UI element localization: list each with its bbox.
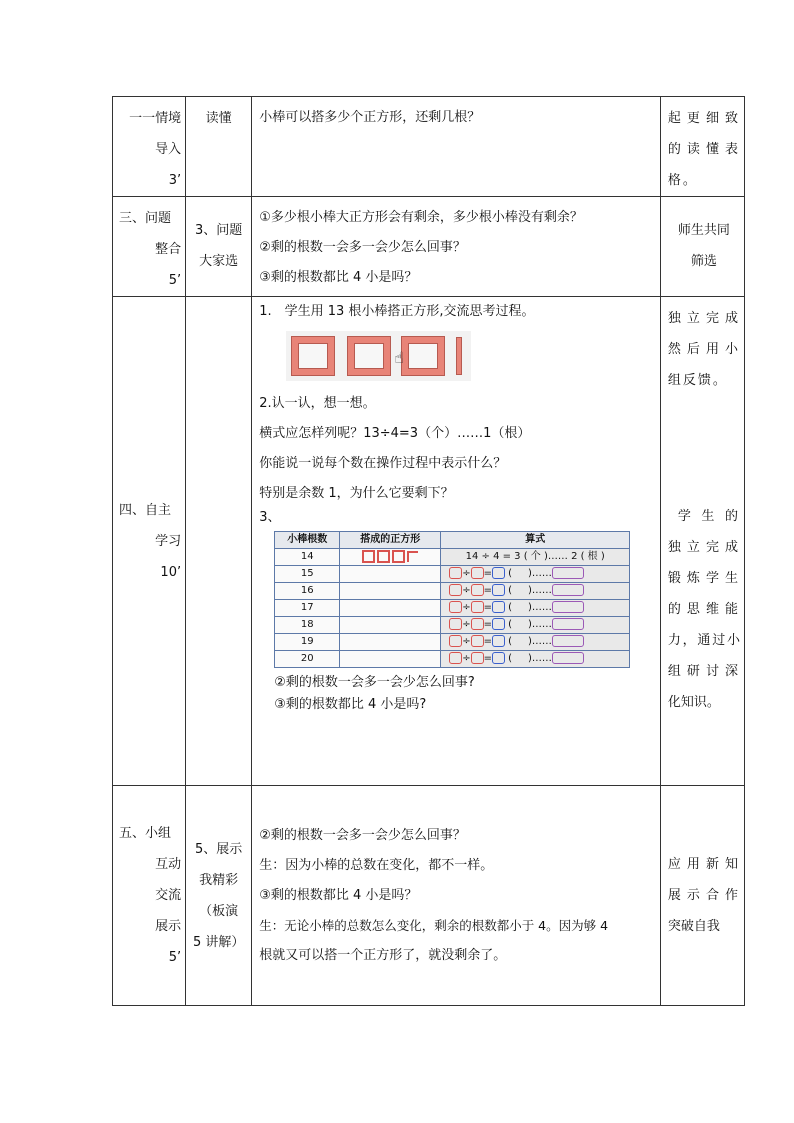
stick-count: 19 <box>275 634 340 651</box>
formula-symbol: ÷ <box>462 653 471 664</box>
col-header: 算式 <box>441 532 630 549</box>
content-line: ③剩的根数都比 4 小是吗？ <box>259 887 418 903</box>
note-line: 然后用小 <box>667 342 740 357</box>
row-self-study <box>113 297 745 786</box>
step-line: 我精彩 <box>199 872 239 888</box>
squares-blank[interactable] <box>340 600 441 617</box>
exercise-row <box>275 600 630 617</box>
step-cell <box>186 786 252 1006</box>
exercise-row <box>275 634 630 651</box>
answer-box[interactable] <box>552 652 584 664</box>
stick-count: 17 <box>275 600 340 617</box>
note-line: 组研讨深 <box>667 664 740 679</box>
squares-blank[interactable] <box>340 617 441 634</box>
content-line: ②剩的根数一会多一会少怎么回事？ <box>259 240 466 255</box>
pointer-hand-icon: ☝ <box>394 348 404 367</box>
squares-blank[interactable] <box>340 583 441 600</box>
exercise-row <box>275 583 630 600</box>
stick-square <box>292 337 334 375</box>
content-intro: 1. 学生用 13 根小棒搭正方形,交流思考过程。 <box>259 304 535 319</box>
stage-line: 3’ <box>168 173 182 188</box>
formula: 14 ÷ 4 = 3 ( 个 )…… 2 ( 根 ) <box>441 549 630 566</box>
content-line: 根就又可以搭一个正方形了，就没剩余了。 <box>259 947 507 963</box>
answer-box[interactable] <box>552 618 584 630</box>
formula-symbol: ÷ <box>462 585 471 596</box>
step-line: 大家选 <box>199 254 239 269</box>
note-line: 独立完成 <box>667 540 740 555</box>
stage-cell <box>113 97 186 197</box>
formula-symbol: ( <box>508 636 513 647</box>
formula-symbol: …… <box>531 602 552 613</box>
stick-count: 18 <box>275 617 340 634</box>
content-cell <box>252 786 661 1006</box>
answer-box[interactable] <box>471 601 484 613</box>
content-line: ③剩的根数都比 4 小是吗? <box>274 697 427 712</box>
squares-blank[interactable] <box>340 634 441 651</box>
formula-symbol: ÷ <box>462 568 471 579</box>
stage-line: 5’ <box>168 273 182 288</box>
answer-box[interactable] <box>449 601 462 613</box>
stage-line: 五、小组 <box>119 826 172 841</box>
answer-box[interactable] <box>471 618 484 630</box>
answer-box[interactable] <box>552 584 584 596</box>
step-line: （板演 <box>199 903 239 919</box>
formula-symbol: ) <box>527 636 532 647</box>
answer-box[interactable] <box>492 601 505 613</box>
formula-symbol: ) <box>527 602 532 613</box>
formula-symbol: = <box>483 653 492 664</box>
formula-symbol: ( <box>508 653 513 664</box>
formula-symbol: ÷ <box>462 636 471 647</box>
content-line: 特别是余数 1，为什么它要剩下？ <box>259 486 454 501</box>
formula-symbol: …… <box>531 653 552 664</box>
answer-box[interactable] <box>492 584 505 596</box>
formula-symbol: ( <box>508 602 513 613</box>
content-line: 生：无论小棒的总数怎么变化，剩余的根数都小于 4。因为够 4 <box>259 917 609 933</box>
exercise-table <box>274 531 630 668</box>
stage-line: 学习 <box>155 533 182 549</box>
row-group-display <box>113 786 745 1006</box>
formula-symbol: ) <box>527 585 532 596</box>
step-line: 5 讲解） <box>192 934 245 950</box>
formula-symbol: ) <box>527 619 532 630</box>
stick-count: 20 <box>275 651 340 668</box>
answer-box[interactable] <box>492 635 505 647</box>
step-cell <box>186 297 252 786</box>
stage-line: 展示 <box>155 919 182 934</box>
stage-cell <box>113 297 186 786</box>
stick-square <box>402 337 444 375</box>
formula-symbol: = <box>483 585 492 596</box>
answer-box[interactable] <box>449 652 462 664</box>
answer-box[interactable] <box>471 635 484 647</box>
row-situation <box>113 97 745 197</box>
content-cell <box>252 197 661 297</box>
answer-box[interactable] <box>449 635 462 647</box>
note-cell <box>660 197 744 297</box>
note-cell <box>660 786 744 1006</box>
note-line: 师生共同 <box>677 223 730 238</box>
formula-symbol: ) <box>527 653 532 664</box>
note-line: 锻炼学生 <box>667 571 740 586</box>
note-cell <box>660 297 744 786</box>
squares-blank[interactable] <box>340 566 441 583</box>
step-line: 5、展示 <box>195 841 243 857</box>
answer-box[interactable] <box>552 601 584 613</box>
answer-box[interactable] <box>471 652 484 664</box>
formula-symbol: ( <box>508 585 513 596</box>
formula-symbol: ( <box>508 568 513 579</box>
exercise-row <box>275 617 630 634</box>
squares-blank[interactable] <box>340 651 441 668</box>
step-line: 3、问题 <box>195 223 243 238</box>
content-line: ②剩的根数一会多一会少怎么回事？ <box>259 827 466 843</box>
stage-line: 三、问题 <box>119 211 172 226</box>
formula-symbol: …… <box>531 619 552 630</box>
formula-symbol: …… <box>531 585 552 596</box>
stick-count: 16 <box>275 583 340 600</box>
answer-box[interactable] <box>552 567 584 579</box>
formula-blank[interactable] <box>441 566 630 583</box>
note-line: 格。 <box>667 173 698 188</box>
note-line: 展示合作 <box>667 888 740 903</box>
exercise-row <box>275 566 630 583</box>
content-line: ③剩的根数都比 4 小是吗？ <box>259 270 418 285</box>
step-cell <box>186 197 252 297</box>
answer-box[interactable] <box>449 567 462 579</box>
content-line: 横式应怎样列呢？13÷4=3（个）……1（根） <box>259 426 531 441</box>
stage-line: 交流 <box>155 888 182 903</box>
answer-box[interactable] <box>449 584 462 596</box>
content-line: 你能说一说每个数在操作过程中表示什么？ <box>259 456 507 471</box>
stage-line: 整合 <box>155 242 182 257</box>
step-line: 读懂 <box>205 111 232 126</box>
formula-symbol: ) <box>527 568 532 579</box>
content-line: 3、 <box>259 510 281 525</box>
note-line: 突破自我 <box>667 919 720 934</box>
formula-symbol: = <box>483 568 492 579</box>
content-line: 生：因为小棒的总数在变化，都不一样。 <box>259 857 494 873</box>
content-line: ②剩的根数一会多一会少怎么回事? <box>274 675 475 690</box>
step-cell <box>186 97 252 197</box>
exercise-row <box>275 549 630 566</box>
note-line: 的思维能 <box>667 602 740 617</box>
stage-line: 导入 <box>155 142 182 157</box>
formula-blank[interactable] <box>441 583 630 600</box>
answer-box[interactable] <box>492 652 505 664</box>
stage-line: 一一情境 <box>129 111 182 126</box>
stage-line: 10’ <box>160 564 182 580</box>
formula-blank[interactable] <box>441 617 630 634</box>
note-line: 起更细致 <box>667 111 740 126</box>
formula-blank[interactable] <box>441 600 630 617</box>
note-line: 力，通过小 <box>667 633 740 648</box>
stage-line: 四、自主 <box>119 502 172 518</box>
formula-symbol: ( <box>508 619 513 630</box>
answer-box[interactable] <box>492 618 505 630</box>
content-line: 小棒可以搭多少个正方形，还剩几根？ <box>259 110 481 125</box>
answer-box[interactable] <box>471 567 484 579</box>
formula-symbol: = <box>483 619 492 630</box>
formula-blank[interactable] <box>441 651 630 668</box>
exercise-row <box>275 651 630 668</box>
note-cell <box>660 97 744 197</box>
formula-symbol: ÷ <box>462 602 471 613</box>
formula-symbol: …… <box>531 636 552 647</box>
formula-blank[interactable] <box>441 634 630 651</box>
content-cell <box>252 97 661 197</box>
note-line: 筛选 <box>690 254 717 269</box>
content-cell <box>252 297 661 786</box>
note-line: 化知识。 <box>667 695 720 710</box>
stick-count: 14 <box>275 549 340 566</box>
stage-cell <box>113 786 186 1006</box>
single-stick <box>456 337 462 375</box>
answer-box[interactable] <box>471 584 484 596</box>
col-header: 搭成的正方形 <box>340 532 441 549</box>
content-line: 2.认一认，想一想。 <box>259 396 376 411</box>
note-line: 组反馈。 <box>667 373 728 388</box>
formula-symbol: ÷ <box>462 619 471 630</box>
sticks-figure <box>286 331 471 381</box>
stage-line: 5’ <box>168 950 182 965</box>
answer-box[interactable] <box>449 618 462 630</box>
note-line: 独立完成 <box>667 311 740 326</box>
formula-symbol: …… <box>531 568 552 579</box>
lesson-plan-table <box>112 96 745 1006</box>
stick-square <box>348 337 390 375</box>
note-line: 学生的 <box>677 509 740 524</box>
note-line: 的读懂表 <box>667 142 740 157</box>
stick-count: 15 <box>275 566 340 583</box>
squares-drawing <box>340 549 441 566</box>
formula-symbol: = <box>483 636 492 647</box>
content-line: ①多少根小棒大正方形会有剩余，多少根小棒没有剩余？ <box>259 210 583 225</box>
note-line: 应用新知 <box>667 857 740 872</box>
row-problem-integration <box>113 197 745 297</box>
stage-cell <box>113 197 186 297</box>
stage-line: 互动 <box>155 857 182 872</box>
answer-box[interactable] <box>552 635 584 647</box>
answer-box[interactable] <box>492 567 505 579</box>
formula-symbol: = <box>483 602 492 613</box>
col-header: 小棒根数 <box>275 532 340 549</box>
